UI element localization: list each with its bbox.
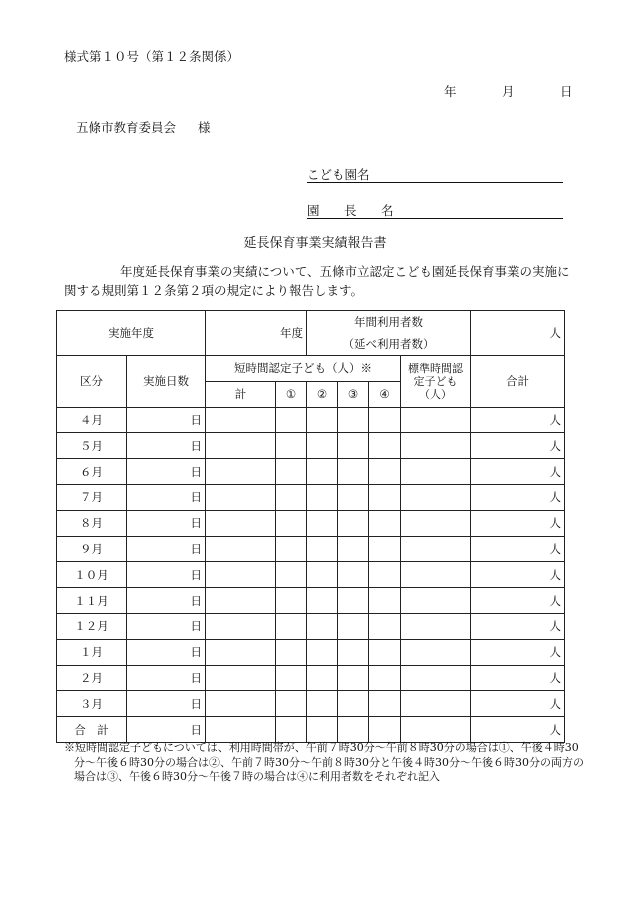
month-row [57, 484, 565, 510]
row-label: ６月 [57, 459, 127, 485]
total-cell[interactable]: 人 [471, 536, 565, 562]
total-cell[interactable]: 人 [471, 639, 565, 665]
count-cell[interactable] [401, 665, 471, 691]
count-cell[interactable] [307, 510, 338, 536]
count-cell[interactable] [206, 536, 276, 562]
annual-users-label [307, 311, 471, 356]
count-cell[interactable] [369, 562, 401, 588]
count-cell[interactable] [369, 665, 401, 691]
count-cell[interactable] [369, 691, 401, 717]
impl-days-cell[interactable]: 日 [127, 639, 206, 665]
row-label: ３月 [57, 691, 127, 717]
count-cell[interactable] [206, 613, 276, 639]
total-header: 合計 [471, 356, 565, 408]
count-cell[interactable] [307, 484, 338, 510]
standard-time-header: 標準時間認定子ども（人） [401, 356, 471, 408]
count-cell[interactable] [338, 613, 369, 639]
total-cell[interactable]: 人 [471, 665, 565, 691]
date-day-label: 日 [560, 84, 573, 99]
count-cell[interactable] [276, 665, 307, 691]
month-row [57, 536, 565, 562]
impl-days-cell[interactable]: 日 [127, 433, 206, 459]
count-cell[interactable] [307, 691, 338, 717]
sub-header-band-3: ③ [338, 381, 369, 407]
nursery-name-label: こども園名 [307, 167, 370, 182]
director-name-label: 園 長 名 [307, 203, 400, 218]
count-cell[interactable] [401, 536, 471, 562]
month-row [57, 562, 565, 588]
count-cell[interactable] [276, 433, 307, 459]
count-cell[interactable] [307, 407, 338, 433]
count-cell[interactable] [206, 562, 276, 588]
count-cell[interactable] [206, 639, 276, 665]
count-cell[interactable] [369, 459, 401, 485]
count-cell[interactable] [276, 407, 307, 433]
month-row [57, 665, 565, 691]
count-cell[interactable] [369, 433, 401, 459]
impl-days-cell[interactable]: 日 [127, 562, 206, 588]
count-cell[interactable] [206, 459, 276, 485]
count-cell[interactable] [401, 613, 471, 639]
row-label: ２月 [57, 665, 127, 691]
count-cell[interactable] [338, 639, 369, 665]
count-cell[interactable] [276, 639, 307, 665]
row-label: ４月 [57, 407, 127, 433]
count-cell[interactable] [276, 588, 307, 614]
addressee-honorific: 様 [198, 120, 211, 135]
form-number: 様式第１０号（第１２条関係） [64, 49, 240, 64]
count-cell[interactable] [369, 639, 401, 665]
count-cell[interactable] [369, 717, 401, 743]
count-cell[interactable] [338, 665, 369, 691]
count-cell[interactable] [369, 407, 401, 433]
month-row [57, 459, 565, 485]
count-cell[interactable] [338, 407, 369, 433]
impl-days-cell[interactable]: 日 [127, 407, 206, 433]
total-cell[interactable]: 人 [471, 510, 565, 536]
count-cell[interactable] [307, 459, 338, 485]
row-label: ７月 [57, 484, 127, 510]
count-cell[interactable] [307, 665, 338, 691]
annual-users-subtitle: （延べ利用者数） [342, 337, 435, 351]
report-statement [64, 262, 574, 300]
count-cell[interactable] [338, 691, 369, 717]
addressee [76, 118, 211, 136]
total-cell[interactable]: 人 [471, 407, 565, 433]
count-cell[interactable] [338, 562, 369, 588]
director-name-field[interactable] [307, 201, 563, 219]
count-cell[interactable] [401, 562, 471, 588]
count-cell[interactable] [338, 536, 369, 562]
impl-days-cell[interactable]: 日 [127, 459, 206, 485]
sub-header-band-4: ④ [369, 381, 401, 407]
row-label: １１月 [57, 588, 127, 614]
count-cell[interactable] [369, 484, 401, 510]
impl-days-cell[interactable]: 日 [127, 613, 206, 639]
count-cell[interactable] [369, 510, 401, 536]
row-label: ８月 [57, 510, 127, 536]
row-label: 合 計 [57, 717, 127, 743]
impl-days-cell[interactable]: 日 [127, 510, 206, 536]
count-cell[interactable] [401, 717, 471, 743]
count-cell[interactable] [206, 588, 276, 614]
row-label: ５月 [57, 433, 127, 459]
total-cell[interactable]: 人 [471, 588, 565, 614]
count-cell[interactable] [276, 484, 307, 510]
count-cell[interactable] [369, 613, 401, 639]
sub-header-band-2: ② [307, 381, 338, 407]
impl-year-input[interactable]: 年度 [206, 311, 307, 356]
addressee-name: 五條市教育委員会 [76, 120, 177, 135]
count-cell[interactable] [307, 433, 338, 459]
count-cell[interactable] [276, 613, 307, 639]
impl-days-cell[interactable]: 日 [127, 588, 206, 614]
month-row [57, 510, 565, 536]
date-month-label: 月 [502, 84, 515, 99]
total-cell[interactable]: 人 [471, 691, 565, 717]
count-cell[interactable] [401, 407, 471, 433]
count-cell[interactable] [276, 717, 307, 743]
annual-users-title: 年間利用者数 [354, 315, 423, 329]
count-cell[interactable] [307, 588, 338, 614]
count-cell[interactable] [338, 510, 369, 536]
count-cell[interactable] [401, 484, 471, 510]
count-cell[interactable] [401, 588, 471, 614]
count-cell[interactable] [206, 665, 276, 691]
count-cell[interactable] [401, 510, 471, 536]
month-row [57, 639, 565, 665]
count-cell[interactable] [401, 459, 471, 485]
report-table [56, 310, 565, 743]
count-cell[interactable] [307, 536, 338, 562]
count-cell[interactable] [401, 433, 471, 459]
row-label: ９月 [57, 536, 127, 562]
count-cell[interactable] [206, 510, 276, 536]
document-title: 延長保育事業実績報告書 [243, 236, 387, 251]
count-cell[interactable] [338, 459, 369, 485]
month-row [57, 433, 565, 459]
sub-header-band-1: ① [276, 381, 307, 407]
count-cell[interactable] [369, 588, 401, 614]
count-cell[interactable] [276, 536, 307, 562]
total-cell[interactable]: 人 [471, 433, 565, 459]
impl-days-cell[interactable]: 日 [127, 665, 206, 691]
count-cell[interactable] [307, 717, 338, 743]
count-cell[interactable] [307, 639, 338, 665]
impl-year-label: 実施年度 [57, 311, 206, 356]
count-cell[interactable] [206, 717, 276, 743]
row-label: １０月 [57, 562, 127, 588]
count-cell[interactable] [307, 562, 338, 588]
impl-days-cell[interactable]: 日 [127, 484, 206, 510]
count-cell[interactable] [276, 459, 307, 485]
impl-days-cell[interactable]: 日 [127, 717, 206, 743]
month-row [57, 407, 565, 433]
count-cell[interactable] [338, 717, 369, 743]
short-time-header: 短時間認定子ども（人）※ [206, 356, 401, 382]
count-cell[interactable] [401, 691, 471, 717]
sum-row [57, 717, 565, 743]
date-year-label: 年 [444, 84, 457, 99]
count-cell[interactable] [338, 433, 369, 459]
impl-days-cell[interactable]: 日 [127, 691, 206, 717]
count-cell[interactable] [307, 613, 338, 639]
total-cell[interactable]: 人 [471, 484, 565, 510]
count-cell[interactable] [338, 588, 369, 614]
count-cell[interactable] [206, 484, 276, 510]
count-cell[interactable] [369, 536, 401, 562]
count-cell[interactable] [276, 562, 307, 588]
month-row [57, 691, 565, 717]
total-cell[interactable]: 人 [471, 613, 565, 639]
count-cell[interactable] [206, 407, 276, 433]
division-header: 区分 [57, 356, 127, 408]
count-cell[interactable] [206, 433, 276, 459]
row-label: １月 [57, 639, 127, 665]
impl-days-cell[interactable]: 日 [127, 536, 206, 562]
total-cell[interactable]: 人 [471, 459, 565, 485]
count-cell[interactable] [276, 510, 307, 536]
count-cell[interactable] [206, 691, 276, 717]
count-cell[interactable] [401, 639, 471, 665]
report-statement-text: 年度延長保育事業の実績について、五條市立認定こども園延長保育事業の実施に関する規則第１２条第２項の規定により報告します。 [64, 264, 570, 298]
nursery-name-field[interactable] [307, 165, 563, 183]
month-row [57, 588, 565, 614]
count-cell[interactable] [276, 691, 307, 717]
month-row [57, 613, 565, 639]
count-cell[interactable] [338, 484, 369, 510]
row-label: １２月 [57, 613, 127, 639]
annual-users-input[interactable]: 人 [471, 311, 565, 356]
sub-header-subtotal: 計 [206, 381, 276, 407]
total-cell[interactable]: 人 [471, 717, 565, 743]
impl-days-header: 実施日数 [127, 356, 206, 408]
footnote: ※短時間認定子どもについては、利用時間帯が、午前７時30分～午前８時30分の場合は①、午後４時30分～午後６時30分の場合は②、午前７時30分～午前８時30分と午後４時30分～午後６時30分の両方の場合は③、午後６時30分～午後７時の場合は④に利用者数をそれぞれ記入 [64, 741, 584, 783]
total-cell[interactable]: 人 [471, 562, 565, 588]
